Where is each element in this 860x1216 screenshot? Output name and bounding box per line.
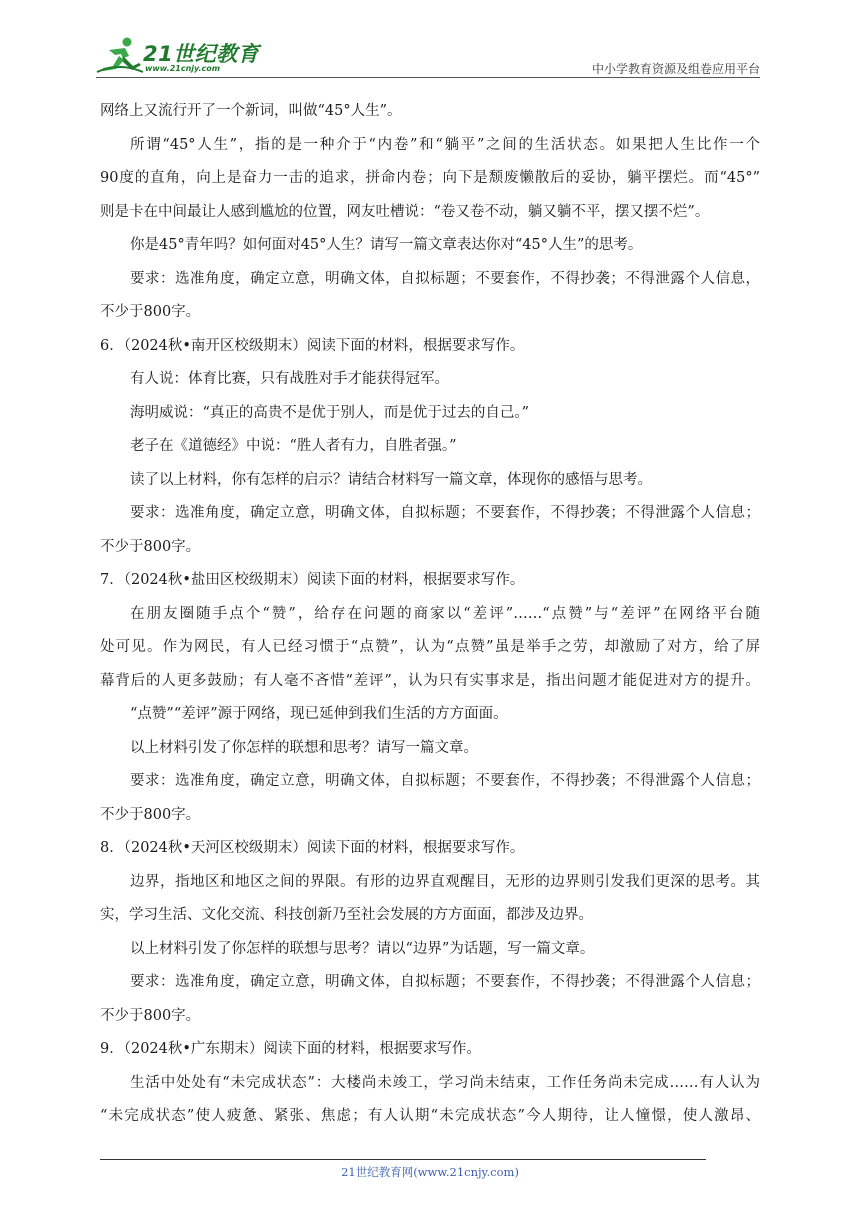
text-line: 网络上又流行开了一个新词，叫做“45°人生”。 <box>100 103 402 119</box>
text-line: 6．（2024秋•南开区校级期末）阅读下面的材料，根据要求写作。 <box>100 337 525 354</box>
text-line: 90度的直角，向上是奋力一击的追求，拼命内卷；向下是颓废懒散后的妥协，躺平摆烂。而“45°” <box>100 170 760 186</box>
text-line: 以上材料引发了你怎样的联想和思考？请写一篇文章。 <box>130 739 478 756</box>
text-line: 边界，指地区和地区之间的界限。有形的边界直观醒目，无形的边界则引发我们更深的思考。其 <box>130 873 760 890</box>
text-line: 以上材料引发了你怎样的联想与思考？请以“边界”为话题，写一篇文章。 <box>130 940 595 957</box>
text-line: 所谓“45°人生”，指的是一种介于“内卷”和“躺平”之间的生活状态。如果把人生比作一个 <box>130 136 760 153</box>
text-line: 实，学习生活、文化交流、科技创新乃至社会发展的方方面面，都涉及边界。 <box>100 907 593 923</box>
text-line: 不少于800字。 <box>100 806 201 823</box>
document-body <box>100 95 760 1134</box>
text-line: 老子在《道德经》中说：“胜人者有力，自胜者强。” <box>130 438 457 454</box>
logo-url: www.21cnjy.com <box>145 64 221 73</box>
text-line: “点赞”“差评”源于网络，现已延伸到我们生活的方方面面。 <box>130 706 508 722</box>
text-line: 海明威说：“真正的高贵不是优于别人，而是优于过去的自己。” <box>130 404 530 421</box>
text-line: 生活中处处有“未完成状态”：大楼尚未竣工，学习尚未结束，工作任务尚未完成……有人认为 <box>130 1074 760 1091</box>
text-line: 不少于800字。 <box>100 304 201 320</box>
text-line: 有人说：体育比赛，只有战胜对手才能获得冠军。 <box>130 371 449 387</box>
text-line: 不少于800字。 <box>100 1007 201 1024</box>
text-line: “未完成状态”使人疲惫、紧张、焦虑；有人认期“未完成状态”今人期待，让人憧憬，使人激昂、 <box>100 1108 760 1124</box>
text-line: 读了以上材料，你有怎样的启示？请结合材料写一篇文章，体现你的感悟与思考。 <box>130 471 652 488</box>
logo-text: 21世纪教育 <box>143 42 260 66</box>
text-line: 要求：选准角度，确定立意，明确文体，自拟标题；不要套作，不得抄袭；不得泄露个人信息； <box>130 505 760 521</box>
text-line: 要求：选准角度，确定立意，明确文体，自拟标题；不要套作，不得抄袭；不得泄露个人信息， <box>130 270 760 287</box>
text-line: 你是45°青年吗？如何面对45°人生？请写一篇文章表达你对“45°人生”的思考。 <box>130 237 643 253</box>
text-line: 幕背后的人更多鼓励；有人毫不吝惜“差评”，认为只有实事求是，指出问题才能促进对方的提升。 <box>100 672 760 689</box>
text-line: 不少于800字。 <box>100 538 201 555</box>
text-line: 要求：选准角度，确定立意，明确文体，自拟标题；不要套作，不得抄袭；不得泄露个人信息； <box>130 773 760 789</box>
text-line: 要求：选准角度，确定立意，明确文体，自拟标题；不要套作，不得抄袭；不得泄露个人信息； <box>130 974 760 990</box>
text-line: 7．（2024秋•盐田区校级期末）阅读下面的材料，根据要求写作。 <box>100 572 525 588</box>
header-divider <box>96 77 760 78</box>
text-line: 8．（2024秋•天河区校级期末）阅读下面的材料，根据要求写作。 <box>100 840 525 856</box>
platform-title: 中小学教育资源及组卷应用平台 <box>591 62 760 76</box>
footer-divider <box>100 1159 706 1160</box>
site-logo[interactable] <box>95 36 265 76</box>
text-line: 则是卡在中间最让人感到尴尬的位置，网友吐槽说：“卷又卷不动，躺又躺不平，摆又摆不烂”。 <box>100 203 710 220</box>
page-header <box>95 30 760 78</box>
text-line: 9．（2024秋•广东期末）阅读下面的材料，根据要求写作。 <box>100 1041 481 1057</box>
footer-text[interactable]: 21世纪教育网(www.21cnjy.com) <box>341 1165 519 1179</box>
text-line: 处可见。作为网民，有人已经习惯于“点赞”，认为“点赞”虽是举手之劳，却激励了对方，给了屏 <box>100 639 760 655</box>
text-line: 在朋友圈随手点个“赞”，给存在问题的商家以“差评”……“点赞”与“差评”在网络平台随 <box>130 605 760 622</box>
runner-logo-icon <box>95 36 145 76</box>
